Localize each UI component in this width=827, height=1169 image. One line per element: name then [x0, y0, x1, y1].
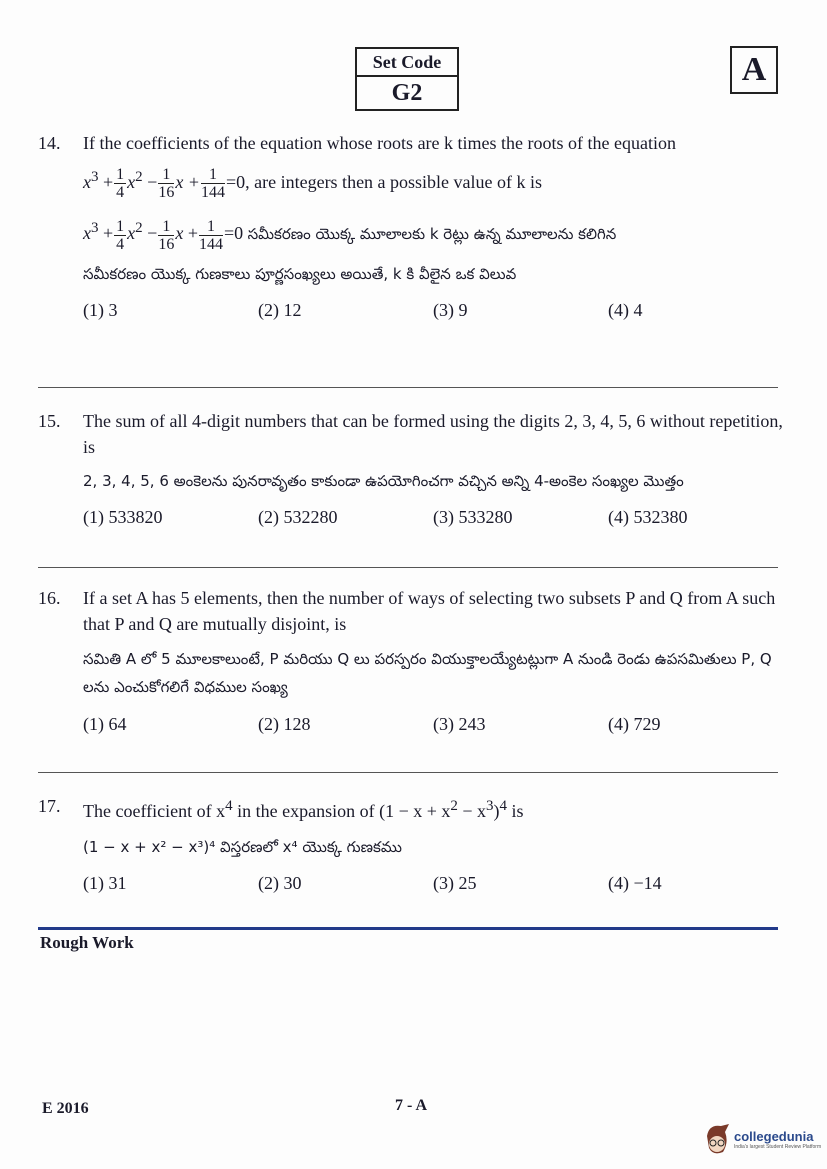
mascot-icon	[703, 1122, 731, 1156]
divider	[38, 772, 778, 773]
rough-work-label: Rough Work	[40, 933, 134, 952]
page-number: 7 - A	[395, 1097, 427, 1114]
question-number: 17.	[38, 796, 61, 816]
set-code-value: G2	[391, 80, 423, 106]
option-1[interactable]: (1) 533820	[83, 507, 163, 527]
option-3[interactable]: (3) 243	[433, 714, 486, 734]
collegedunia-logo: collegedunia India's largest Student Review Platform	[703, 1122, 821, 1156]
question-16	[38, 585, 783, 737]
option-2[interactable]: (2) 128	[258, 714, 311, 734]
rough-work-divider	[38, 927, 778, 930]
option-4[interactable]: (4) 532380	[608, 507, 688, 527]
divider	[38, 387, 778, 388]
options	[83, 297, 783, 323]
option-3[interactable]: (3) 533280	[433, 507, 513, 527]
option-3[interactable]: (3) 25	[433, 873, 477, 893]
question-17	[38, 793, 783, 896]
telugu-text: (1 − x + x² − x³)⁴ విస్తరణలో x⁴ యొక్క గుణకము	[83, 838, 402, 856]
telugu-text: సమితి A లో 5 మూలకాలుంటే, P మరియు Q లు పరస్పరం వియుక్తాలయ్యేటట్లుగా A నుండి రెండు ఉపసమితులు P, Q లను ఎంచుకోగలిగే విధముల సంఖ్య	[83, 650, 772, 696]
footer-code: E 2016	[42, 1100, 89, 1117]
set-code-label: Set Code	[357, 49, 457, 77]
option-3[interactable]: (3) 9	[433, 299, 468, 320]
question-text: The coefficient of $x^4$ in the expansion of $(1 - x + x^2 - x^3)^4$ is	[83, 798, 524, 821]
question-15	[38, 408, 783, 530]
telugu-text: సమీకరణం యొక్క గుణకాలు పూర్ణసంఖ్యలు అయితే, k కి వీలైన ఒక విలువ	[83, 264, 517, 283]
question-14	[38, 130, 783, 323]
divider	[38, 567, 778, 568]
option-4[interactable]: (4) 729	[608, 714, 661, 734]
set-code-box	[355, 47, 459, 111]
telugu-text: సమీకరణం యొక్క మూలాలకు k రెట్లు ఉన్న మూలాలను కలిగిన	[247, 225, 617, 244]
question-text: If the coefficients of the equation whose roots are k times the roots of the equation	[83, 133, 676, 153]
options	[83, 504, 783, 530]
question-text: The sum of all 4-digit numbers that can be formed using the digits 2, 3, 4, 5, 6 without repetition, is	[83, 411, 783, 457]
option-1[interactable]: (1) 31	[83, 873, 127, 893]
paper-set-box: A	[730, 46, 778, 94]
option-2[interactable]: (2) 532280	[258, 507, 338, 527]
question-text: If a set A has 5 elements, then the number of ways of selecting two subsets P and Q from A such that P and Q are mutually disjoint, is	[83, 588, 776, 634]
question-number: 15.	[38, 411, 61, 431]
telugu-text: 2, 3, 4, 5, 6 అంకెలను పునరావృతం కాకుండా ఉపయోగించగా వచ్చిన అన్ని 4-అంకెల సంఖ్యల మొత్తం	[83, 472, 684, 490]
option-1[interactable]: (1) 3	[83, 299, 118, 320]
option-1[interactable]: (1) 64	[83, 714, 127, 734]
option-2[interactable]: (2) 12	[258, 299, 302, 320]
question-number: 14.	[38, 133, 61, 153]
equation: $x^3$ + $\frac{1}{4}$ $x^2$ − $\frac{1}{16}$ x + $\frac{1}{144}$ =0, are integers then a possible value of k is	[83, 166, 543, 202]
option-4[interactable]: (4) −14	[608, 873, 662, 893]
options	[83, 711, 783, 737]
options	[83, 870, 783, 896]
question-number: 16.	[38, 588, 61, 608]
option-2[interactable]: (2) 30	[258, 873, 302, 893]
equation-telugu: $x^3$ + $\frac{1}{4}$ $x^2$ − $\frac{1}{16}$ x + $\frac{1}{144}$ =0 సమీకరణం యొక్క మూలాలకు k రెట్లు ఉన్న మూలాలను కలిగిన	[83, 217, 617, 253]
question-text-tail: , are integers then a possible value of k is	[245, 172, 543, 192]
option-4[interactable]: (4) 4	[608, 299, 643, 320]
